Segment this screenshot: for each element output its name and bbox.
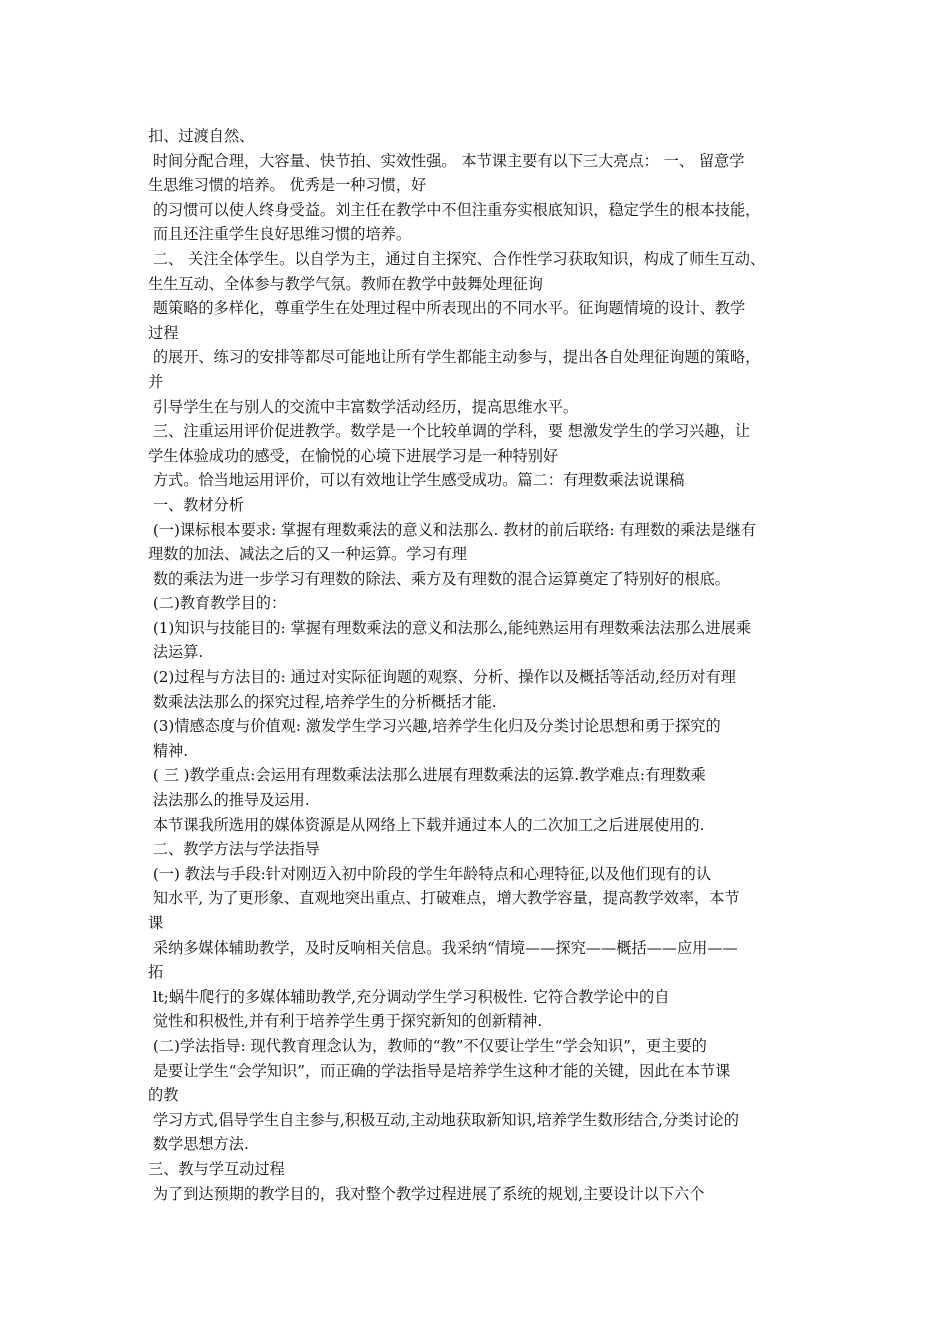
text-line: 的教 [148, 1086, 179, 1105]
text-line: 二、 关注全体学生。以自学为主，通过自主探究、合作性学习获取知识，构成了师生互动、 [148, 249, 766, 268]
text-line: 为了到达预期的教学目的，我对整个教学过程进展了系统的规划,主要设计以下六个 [148, 1184, 705, 1203]
text-line: lt;蜗牛爬行的多媒体辅助教学,充分调动学生学习积极性. 它符合教学论中的自 [148, 987, 670, 1006]
text-line: ( 三 )教学重点:会运用有理数乘法法那么进展有理数乘法的运算.教学难点:有理数乘 [148, 766, 706, 785]
subsection-heading: (二)教育教学目的： [148, 594, 287, 613]
text-line: 学习方式,倡导学生自主参与,积极互动,主动地获取新知识,培养学生数形结合,分类讨论的 [148, 1110, 739, 1129]
text-line: 生生互动、全体参与教学气氛。教师在教学中鼓舞处理征询 [148, 274, 543, 293]
text-line: 三、注重运用评价促进教学。数学是一个比较单调的学科，要 想激发学生的学习兴趣，让 [148, 422, 750, 441]
text-line: 是要让学生“会学知识”，而正确的学法指导是培养学生这种才能的关键，因此在本节课 [148, 1061, 731, 1080]
text-line: 课 [148, 914, 164, 932]
text-line: 扣、过渡自然、 [148, 127, 255, 145]
section-heading: 三、教与学互动过程 [148, 1159, 285, 1178]
text-line: 的习惯可以使人终身受益。刘主任在教学中不但注重夯实根底知识，稳定学生的根本技能， [148, 200, 761, 219]
text-line: 法运算. [148, 643, 204, 662]
text-line: (3)情感态度与价值观: 激发学生学习兴趣,培养学生化归及分类讨论思想和勇于探究的 [148, 717, 721, 736]
text-line: 数的乘法为进一步学习有理数的除法、乘方及有理数的混合运算奠定了特别好的根底。 [148, 569, 730, 588]
text-line: 题策略的多样化，尊重学生在处理过程中所表现出的不同水平。征询题情境的设计、教学 [148, 299, 746, 318]
document-body [148, 124, 813, 1206]
text-line: 数乘法法那么的探究过程,培养学生的分析概括才能. [148, 692, 497, 711]
text-line: 理数的加法、减法之后的又一种运算。学习有理 [148, 545, 467, 564]
text-line: 而且还注重学生良好思维习惯的培养。 [148, 225, 412, 244]
text-line: 觉性和积极性,并有利于培养学生勇于探究新知的创新精神. [148, 1012, 543, 1031]
text-line: 采纳多媒体辅助教学，及时反响相关信息。我采纳“情境——探究——概括——应用—— [148, 938, 738, 957]
section-heading: 二、教学方法与学法指导 [148, 840, 320, 859]
text-line: 精神. [148, 741, 189, 760]
section-heading: 一、教材分析 [148, 495, 244, 514]
text-line: 法法那么的推导及运用. [148, 791, 310, 810]
text-line: (一) 教法与手段:针对刚迈入初中阶段的学生年龄特点和心理特征,以及他们现有的认 [148, 864, 712, 883]
text-line: 本节课我所选用的媒体资源是从网络上下载并通过本人的二次加工之后进展使用的. [148, 815, 705, 834]
text-line: 拓 [148, 963, 164, 982]
text-line: 时间分配合理，大容量、快节拍、实效性强。 本节课主要有以下三大亮点： 一、 留意学 [148, 151, 745, 170]
text-line: 引导学生在与别人的交流中丰富数学活动经历，提高思维水平。 [148, 397, 579, 416]
text-line: 知水平, 为了更形象、直观地突出重点、打破难点，增大教学容量，提高教学效率，本节 [148, 889, 740, 908]
text-line: 并 [148, 372, 164, 391]
text-line: (2)过程与方法目的: 通过对实际征询题的观察、分析、操作以及概括等活动,经历对有理 [148, 668, 736, 687]
text-line: (二)学法指导: 现代教育理念认为，教师的“教”不仅要让学生“学会知识”，更主要的 [148, 1036, 707, 1055]
text-line: 生思维习惯的培养。 优秀是一种习惯，好 [148, 176, 427, 195]
text-line: (一)课标根本要求: 掌握有理数乘法的意义和法那么. 教材的前后联络: 有理数的乘法是继有 [148, 520, 757, 539]
text-line: 数学思想方法. [148, 1135, 249, 1154]
text-line: 方式。恰当地运用评价，可以有效地让学生感受成功。篇二：有理数乘法说课稿 [148, 471, 685, 490]
text-line: 学生体验成功的感受，在愉悦的心境下进展学习是一种特别好 [148, 446, 559, 465]
text-line: 过程 [148, 323, 179, 342]
text-line: 的展开、练习的安排等都尽可能地让所有学生都能主动参与，提出各自处理征询题的策略， [148, 348, 761, 367]
text-line: (1)知识与技能目的: 掌握有理数乘法的意义和法那么,能纯熟运用有理数乘法法那么进展乘 [148, 618, 752, 637]
